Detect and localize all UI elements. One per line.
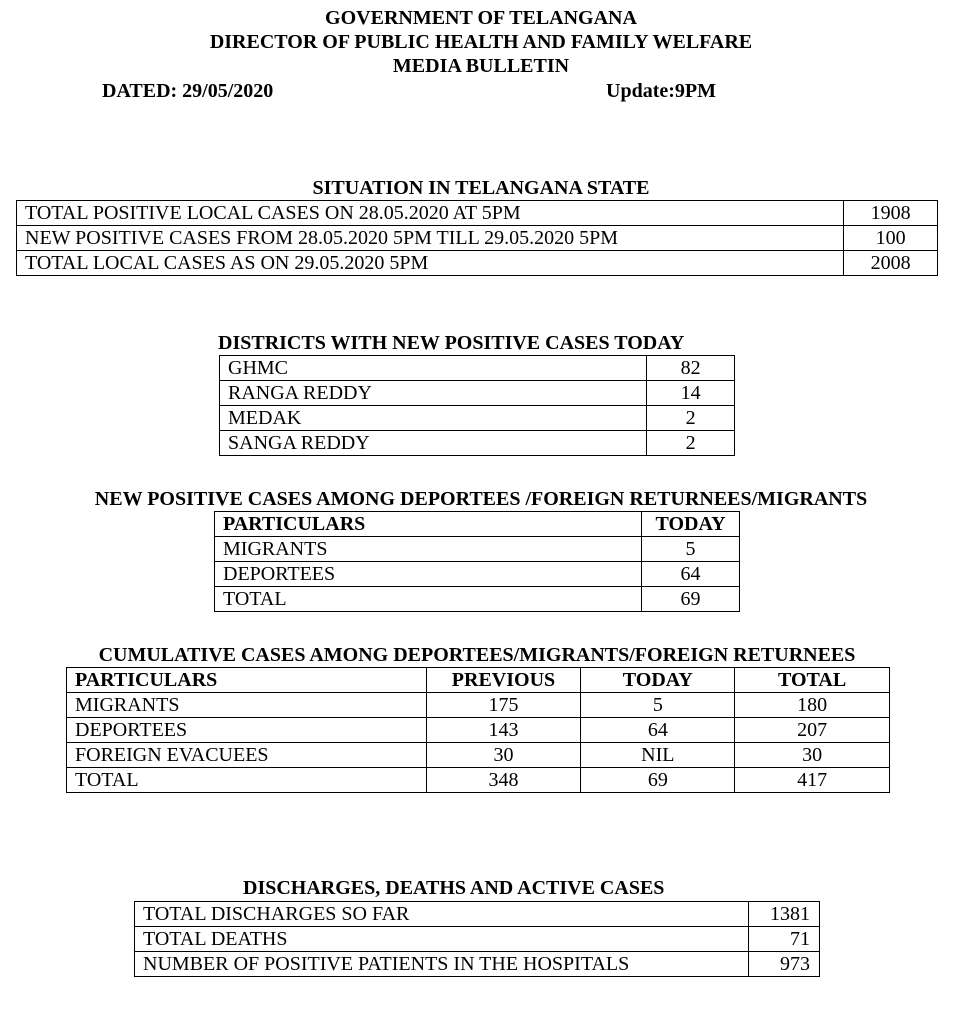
row-previous: 143 [426,718,581,743]
row-label: NEW POSITIVE CASES FROM 28.05.2020 5PM TILL 29.05.2020 5PM [17,226,844,251]
row-value: 69 [642,587,740,612]
row-today: 69 [581,768,735,793]
table-row [67,743,890,768]
row-label: DEPORTEES [67,718,427,743]
table-row [215,587,740,612]
row-label: TOTAL DEATHS [135,927,749,952]
districts-table [219,355,735,456]
table-row [135,902,820,927]
row-total: 417 [735,768,890,793]
row-label: MIGRANTS [215,537,642,562]
row-value: 64 [642,562,740,587]
row-previous: 348 [426,768,581,793]
header-particulars: PARTICULARS [67,668,427,693]
new-cases-table [214,511,740,612]
district-name: GHMC [220,356,647,381]
header-bulletin: MEDIA BULLETIN [392,55,570,77]
table-row [67,693,890,718]
header-title: GOVERNMENT OF TELANGANA [325,7,637,29]
row-today: 5 [581,693,735,718]
row-label: TOTAL LOCAL CASES AS ON 29.05.2020 5PM [17,251,844,276]
row-label: FOREIGN EVACUEES [67,743,427,768]
table-row [220,431,735,456]
table-row [17,201,938,226]
row-label: TOTAL [67,768,427,793]
table-row [220,406,735,431]
discharges-title: DISCHARGES, DEATHS AND ACTIVE CASES [243,877,665,899]
header-department: DIRECTOR OF PUBLIC HEALTH AND FAMILY WELFARE [209,31,753,53]
row-label: TOTAL [215,587,642,612]
row-total: 207 [735,718,890,743]
table-row [215,562,740,587]
row-label: MIGRANTS [67,693,427,718]
table-row [17,226,938,251]
row-total: 30 [735,743,890,768]
row-previous: 175 [426,693,581,718]
row-value: 1908 [844,201,938,226]
row-previous: 30 [426,743,581,768]
table-row [67,718,890,743]
table-row [220,356,735,381]
row-label: TOTAL POSITIVE LOCAL CASES ON 28.05.2020 AT 5PM [17,201,844,226]
update-time: Update:9PM [606,80,716,102]
table-row [220,381,735,406]
row-today: 64 [581,718,735,743]
row-total: 180 [735,693,890,718]
row-value: 71 [749,927,820,952]
table-header-row [215,512,740,537]
district-count: 2 [647,431,735,456]
district-name: RANGA REDDY [220,381,647,406]
district-name: MEDAK [220,406,647,431]
table-header-row [67,668,890,693]
situation-title: SITUATION IN TELANGANA STATE [312,177,650,199]
header-today: TODAY [581,668,735,693]
dated-label: DATED: 29/05/2020 [102,80,274,102]
row-label: NUMBER OF POSITIVE PATIENTS IN THE HOSPITALS [135,952,749,977]
row-label: TOTAL DISCHARGES SO FAR [135,902,749,927]
district-count: 2 [647,406,735,431]
table-row [135,927,820,952]
discharges-table [134,901,820,977]
district-count: 82 [647,356,735,381]
cumulative-title: CUMULATIVE CASES AMONG DEPORTEES/MIGRANTS/FOREIGN RETURNEES [98,644,856,666]
header-total: TOTAL [735,668,890,693]
row-value: 1381 [749,902,820,927]
table-row [67,768,890,793]
row-label: DEPORTEES [215,562,642,587]
districts-title: DISTRICTS WITH NEW POSITIVE CASES TODAY [218,332,685,354]
new-cases-title: NEW POSITIVE CASES AMONG DEPORTEES /FOREIGN RETURNEES/MIGRANTS [94,488,868,510]
row-value: 5 [642,537,740,562]
header-today: TODAY [642,512,740,537]
table-row [215,537,740,562]
table-row [17,251,938,276]
row-today: NIL [581,743,735,768]
header-particulars: PARTICULARS [215,512,642,537]
row-value: 2008 [844,251,938,276]
cumulative-table [66,667,890,793]
district-name: SANGA REDDY [220,431,647,456]
table-row [135,952,820,977]
district-count: 14 [647,381,735,406]
header-previous: PREVIOUS [426,668,581,693]
row-value: 100 [844,226,938,251]
row-value: 973 [749,952,820,977]
situation-table [16,200,938,276]
